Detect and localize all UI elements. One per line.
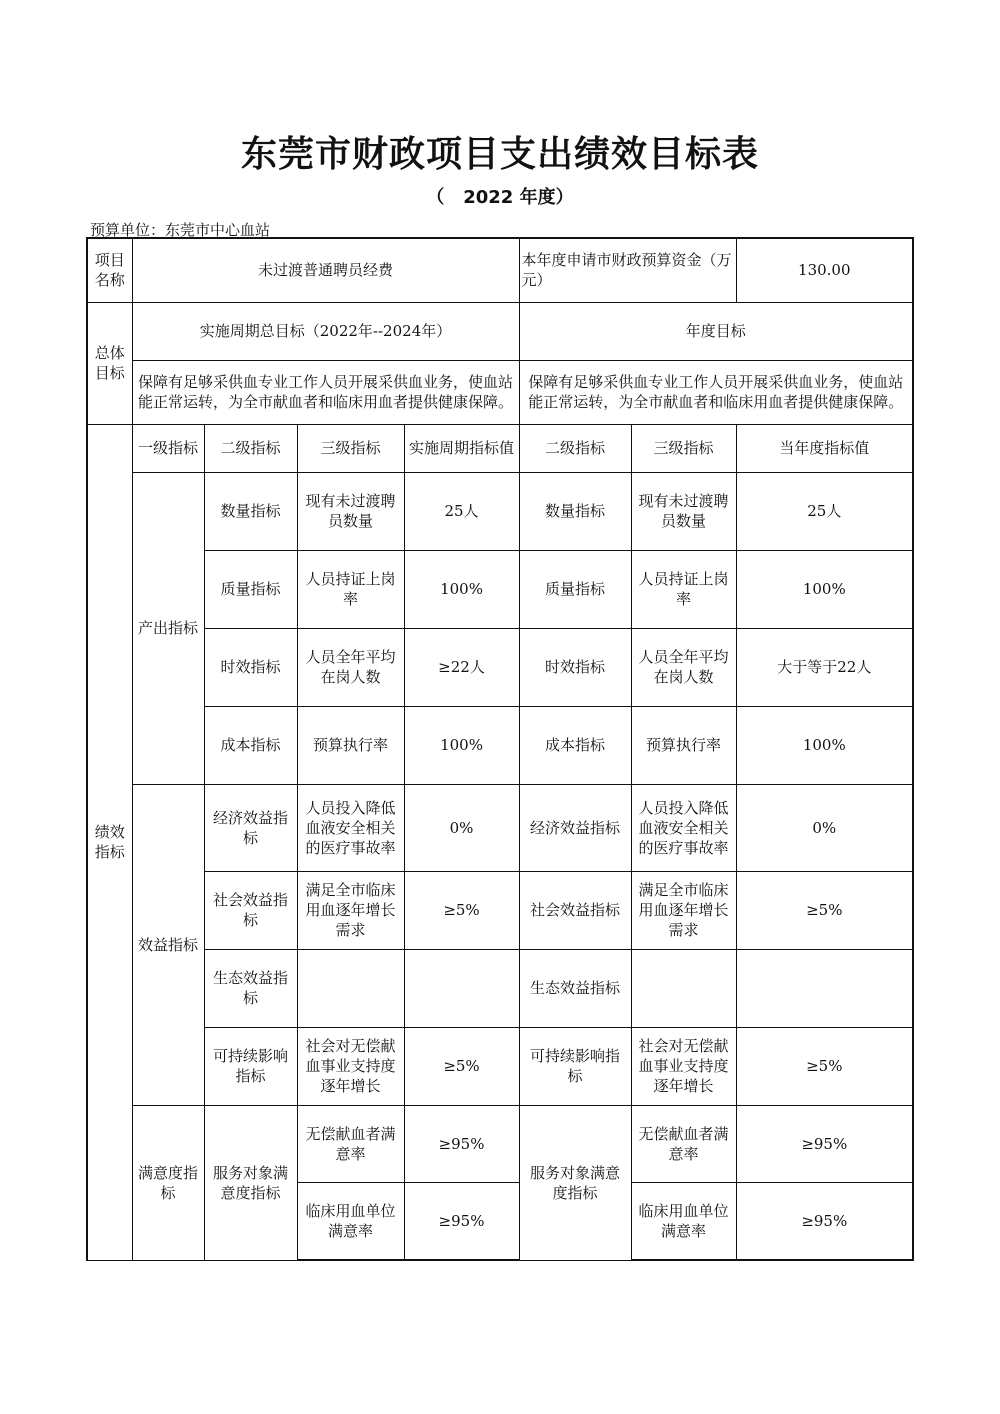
- fund-value: 130.00: [736, 238, 913, 302]
- level3-annual-cell: 临床用血单位满意率: [631, 1182, 736, 1260]
- year-subtitle: （ 2022 年度）: [426, 187, 574, 208]
- level2-annual-cell: 可持续影响指标: [519, 1027, 631, 1105]
- table-row: [87, 1105, 913, 1182]
- level2-cell: 质量指标: [204, 550, 297, 628]
- period-value-cell: [404, 949, 519, 1027]
- level2-annual-cell: 质量指标: [519, 550, 631, 628]
- level2-annual-cell: 数量指标: [519, 472, 631, 550]
- level3-annual-cell: 无偿献血者满意率: [631, 1105, 736, 1182]
- level3-cell: 满足全市临床用血逐年增长需求: [297, 871, 404, 949]
- level3-annual-cell: 现有未过渡聘员数量: [631, 472, 736, 550]
- level3-cell: 无偿献血者满意率: [297, 1105, 404, 1182]
- period-value-cell: ≥5%: [404, 1027, 519, 1105]
- level3-cell: 预算执行率: [297, 706, 404, 784]
- level2-annual-cell: 社会效益指标: [519, 871, 631, 949]
- group-benefit: 效益指标: [132, 784, 204, 1105]
- level2-annual-cell: 生态效益指标: [519, 949, 631, 1027]
- period-value-cell: ≥5%: [404, 871, 519, 949]
- performance-target-table: [86, 237, 914, 1261]
- level3-annual-cell: 人员投入降低血液安全相关的医疗事故率: [631, 784, 736, 871]
- level2-annual-cell: 经济效益指标: [519, 784, 631, 871]
- level3-cell: 社会对无偿献血事业支持度逐年增长: [297, 1027, 404, 1105]
- level2-cell: 服务对象满意度指标: [204, 1105, 297, 1260]
- budget-unit-label: 预算单位：东莞市中心血站: [90, 221, 271, 239]
- annual-value-cell: 100%: [736, 550, 913, 628]
- level3-annual-cell: [631, 949, 736, 1027]
- level3-annual-cell: 满足全市临床用血逐年增长需求: [631, 871, 736, 949]
- table-row: [87, 949, 913, 1027]
- annual-value-cell: 25人: [736, 472, 913, 550]
- annual-value-cell: ≥5%: [736, 1027, 913, 1105]
- table-row: [87, 550, 913, 628]
- level2-cell: 可持续影响指标: [204, 1027, 297, 1105]
- level3-cell: 人员持证上岗率: [297, 550, 404, 628]
- header-annual-value: 当年度指标值: [736, 424, 913, 472]
- period-value-cell: 25人: [404, 472, 519, 550]
- annual-value-cell: [736, 949, 913, 1027]
- header-period-value: 实施周期指标值: [404, 424, 519, 472]
- performance-label: 绩效指标: [87, 424, 132, 1260]
- level3-annual-cell: 预算执行率: [631, 706, 736, 784]
- overall-goal-label: 总体目标: [87, 302, 132, 424]
- annual-value-cell: 0%: [736, 784, 913, 871]
- project-name-value: 未过渡普通聘员经费: [132, 238, 519, 302]
- period-goal-text: 保障有足够采供血专业工作人员开展采供血业务，使血站能正常运转，为全市献血者和临床用血者提供健康保障。: [132, 360, 519, 424]
- level2-annual-cell: 成本指标: [519, 706, 631, 784]
- period-value-cell: 0%: [404, 784, 519, 871]
- level2-cell: 时效指标: [204, 628, 297, 706]
- table-row: [87, 706, 913, 784]
- table-row: [87, 784, 913, 871]
- level2-cell: 经济效益指标: [204, 784, 297, 871]
- period-value-cell: ≥22人: [404, 628, 519, 706]
- annual-value-cell: ≥95%: [736, 1105, 913, 1182]
- header-level2-annual: 二级指标: [519, 424, 631, 472]
- annual-value-cell: 100%: [736, 706, 913, 784]
- level3-cell: 现有未过渡聘员数量: [297, 472, 404, 550]
- level3-annual-cell: 人员全年平均在岗人数: [631, 628, 736, 706]
- period-goal-header: 实施周期总目标（2022年--2024年）: [132, 302, 519, 360]
- annual-value-cell: ≥5%: [736, 871, 913, 949]
- level2-annual-cell: 服务对象满意度指标: [519, 1105, 631, 1260]
- period-value-cell: ≥95%: [404, 1105, 519, 1182]
- period-value-cell: ≥95%: [404, 1182, 519, 1260]
- period-value-cell: 100%: [404, 550, 519, 628]
- header-level1: 一级指标: [132, 424, 204, 472]
- table-row: [87, 628, 913, 706]
- level3-cell: 临床用血单位满意率: [297, 1182, 404, 1260]
- project-name-label: 项目名称: [87, 238, 132, 302]
- header-level3-annual: 三级指标: [631, 424, 736, 472]
- indicator-header-row: [87, 424, 913, 472]
- header-level3: 三级指标: [297, 424, 404, 472]
- level2-cell: 社会效益指标: [204, 871, 297, 949]
- fund-label: 本年度申请市财政预算资金（万元）: [519, 238, 736, 302]
- group-output: 产出指标: [132, 472, 204, 784]
- annual-goal-text: 保障有足够采供血专业工作人员开展采供血业务，使血站能正常运转，为全市献血者和临床用血者提供健康保障。: [519, 360, 913, 424]
- level3-cell: 人员投入降低血液安全相关的医疗事故率: [297, 784, 404, 871]
- overall-header-row: [87, 302, 913, 360]
- group-satisfaction: 满意度指标: [132, 1105, 204, 1260]
- level2-cell: 数量指标: [204, 472, 297, 550]
- level2-cell: 生态效益指标: [204, 949, 297, 1027]
- level2-annual-cell: 时效指标: [519, 628, 631, 706]
- level2-cell: 成本指标: [204, 706, 297, 784]
- annual-value-cell: ≥95%: [736, 1182, 913, 1260]
- annual-value-cell: 大于等于22人: [736, 628, 913, 706]
- level3-annual-cell: 社会对无偿献血事业支持度逐年增长: [631, 1027, 736, 1105]
- overall-text-row: [87, 360, 913, 424]
- level3-annual-cell: 人员持证上岗率: [631, 550, 736, 628]
- period-value-cell: 100%: [404, 706, 519, 784]
- table-row: [87, 871, 913, 949]
- level3-cell: 人员全年平均在岗人数: [297, 628, 404, 706]
- table-row: [87, 1027, 913, 1105]
- table-row: [87, 472, 913, 550]
- page-title: 东莞市财政项目支出绩效目标表: [240, 134, 759, 175]
- project-row: [87, 238, 913, 302]
- header-level2: 二级指标: [204, 424, 297, 472]
- level3-cell: [297, 949, 404, 1027]
- annual-goal-header: 年度目标: [519, 302, 913, 360]
